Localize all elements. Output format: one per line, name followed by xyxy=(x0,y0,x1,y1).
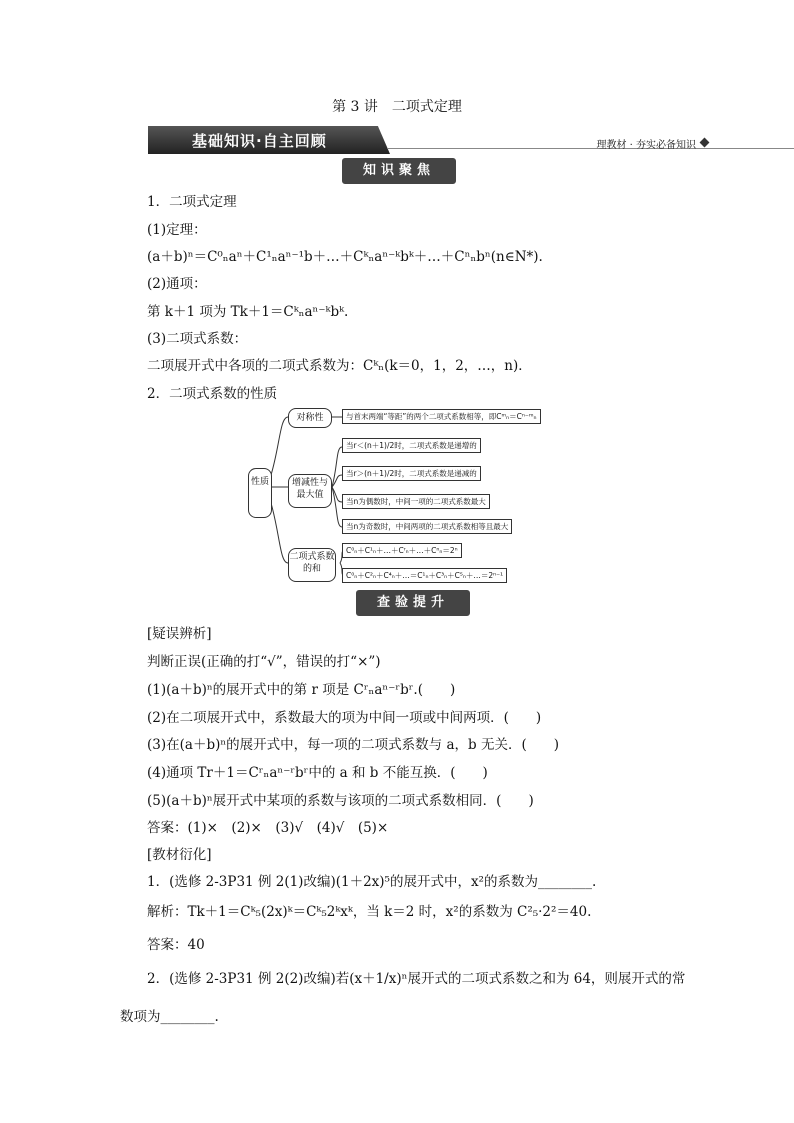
question-3: (3)在(a＋b)ⁿ的展开式中，每一项的二项式系数与 a，b 无关．( ) xyxy=(147,737,559,753)
question-4: (4)通项 Tr＋1＝Cʳₙaⁿ⁻ʳbʳ中的 a 和 b 不能互换．( ) xyxy=(147,765,488,781)
problem-2-cont: 数项为________. xyxy=(120,1009,219,1025)
banner-title: 基础知识·自主回顾 xyxy=(192,132,327,150)
page-title: 第 3 讲 二项式定理 xyxy=(332,99,462,115)
leaf-decreasing: 当r＞(n＋1)/2时，二项式系数是递减的 xyxy=(342,466,481,481)
text-line: (1)定理： xyxy=(147,222,207,238)
section-check: 查验提升 xyxy=(356,590,470,616)
problem-1-answer: 答案：40 xyxy=(147,937,205,953)
question-5: (5)(a＋b)ⁿ展开式中某项的系数与该项的二项式系数相同．( ) xyxy=(147,793,534,809)
text-line: 二项展开式中各项的二项式系数为：Cᵏₙ(k＝0，1，2，…，n)． xyxy=(147,358,532,374)
node-symmetry: 对称性 xyxy=(288,408,332,428)
instruction: 判断正误(正确的打“√”，错误的打“×”) xyxy=(147,654,381,670)
answer-line: 答案：(1)× (2)× (3)√ (4)√ (5)× xyxy=(147,820,389,836)
divider xyxy=(388,148,794,149)
leaf-odd: 当n为奇数时，中间两项的二项式系数相等且最大 xyxy=(342,519,512,534)
leaf-increasing: 当r＜(n＋1)/2时，二项式系数是递增的 xyxy=(342,438,481,453)
diagram-root: 性质 xyxy=(248,468,272,518)
section-banner xyxy=(148,126,708,156)
section-knowledge: 知识聚焦 xyxy=(342,158,456,184)
banner-subtitle: 理教材 · 夯实必备知识 xyxy=(596,140,696,151)
node-sum: 二项式系数的和 xyxy=(288,548,336,582)
leaf-sum-odd-even: C⁰ₙ＋C²ₙ＋C⁴ₙ＋…＝C¹ₙ＋C³ₙ＋C⁵ₙ＋…＝2ⁿ⁻¹ xyxy=(342,568,507,583)
text-line: (2)通项： xyxy=(147,276,207,292)
heading-properties: 2．二项式系数的性质 xyxy=(147,386,278,402)
leaf-symmetry: 与首末两端“等距”的两个二项式系数相等，即Cᵐₙ＝Cⁿ⁻ᵐₙ xyxy=(342,409,541,424)
question-2: (2)在二项展开式中，系数最大的项为中间一项或中间两项．( ) xyxy=(147,710,542,726)
heading-theorem: 1．二项式定理 xyxy=(147,194,237,210)
problem-2: 2．(选修 2-3P31 例 2(2)改编)若(x＋1/x)ⁿ展开式的二项式系数之和为 64，则展开式的常 xyxy=(147,971,686,987)
text-line: (3)二项式系数： xyxy=(147,331,248,347)
problem-1: 1．(选修 2-3P31 例 2(1)改编)(1＋2x)⁵的展开式中，x²的系数为________. xyxy=(147,874,597,890)
node-monotonic: 增减性与最大值 xyxy=(288,474,332,508)
leaf-sum-all: C⁰ₙ＋C¹ₙ＋…＋Cʳₙ＋…＋Cⁿₙ＝2ⁿ xyxy=(342,543,462,558)
question-1: (1)(a＋b)ⁿ的展开式中的第 r 项是 Cʳₙaⁿ⁻ʳbʳ.( ) xyxy=(147,682,456,698)
formula-general-term: 第 k＋1 项为 Tk＋1＝Cᵏₙaⁿ⁻ᵏbᵏ. xyxy=(147,304,349,320)
problem-1-solution: 解析：Tk＋1＝Cᵏ₅(2x)ᵏ＝Cᵏ₅2ᵏxᵏ，当 k＝2 时，x²的系数为 C²₅·2²＝40. xyxy=(147,904,592,920)
leaf-even: 当n为偶数时，中间一项的二项式系数最大 xyxy=(342,494,490,509)
heading-textbook: [教材衍化] xyxy=(147,847,212,863)
heading-misconceptions: [疑误辨析] xyxy=(147,626,212,642)
diamond-icon xyxy=(700,138,710,148)
formula-expansion: (a＋b)ⁿ＝C⁰ₙaⁿ＋C¹ₙaⁿ⁻¹b＋…＋Cᵏₙaⁿ⁻ᵏbᵏ＋…＋Cⁿₙbⁿ(n∈N*). xyxy=(147,249,543,265)
